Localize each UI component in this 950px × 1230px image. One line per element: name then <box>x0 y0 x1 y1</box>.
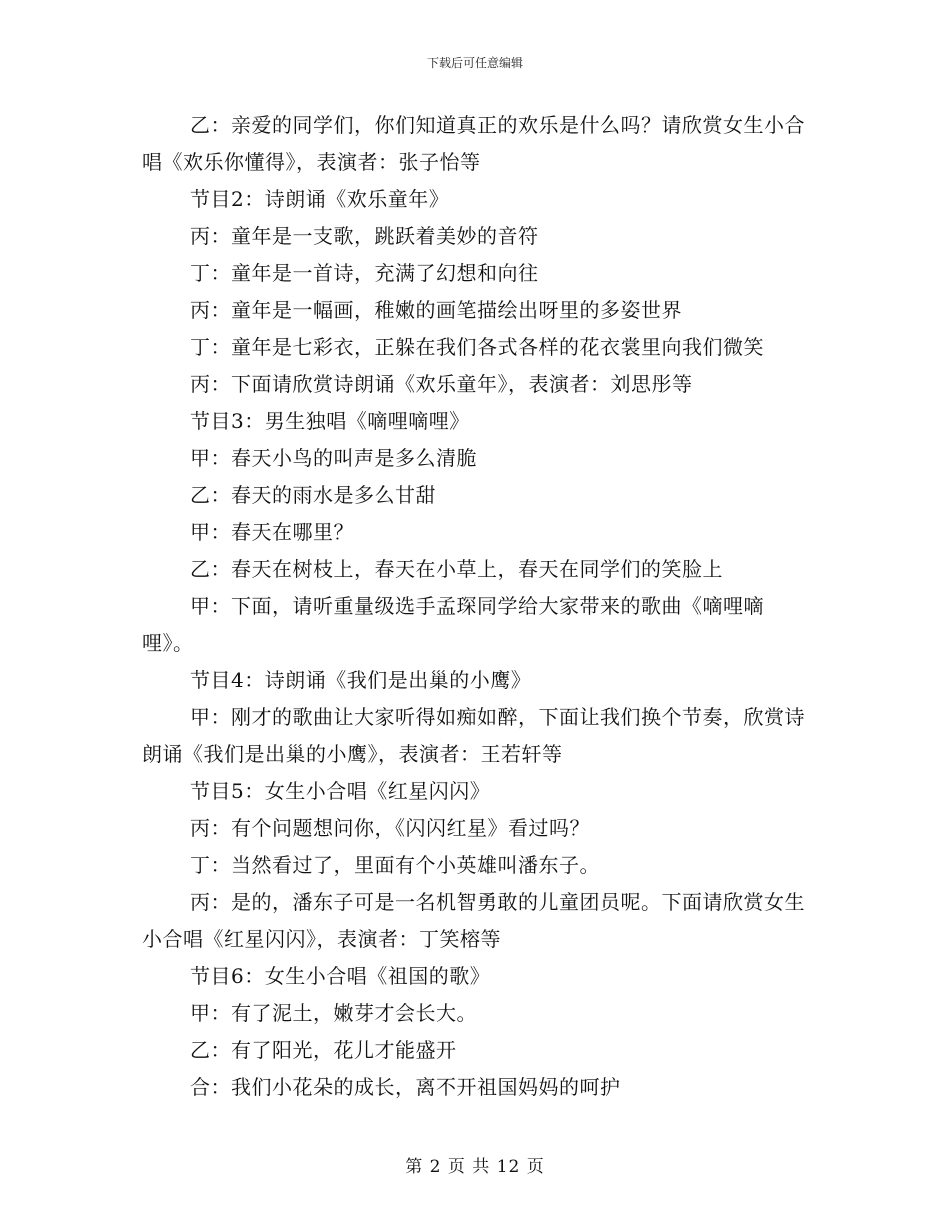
paragraph: 丙：童年是一幅画，稚嫩的画笔描绘出呀里的多姿世界 <box>190 298 682 322</box>
paragraph: 丁：童年是一首诗，充满了幻想和向往 <box>190 261 539 285</box>
paragraph: 丁：当然看过了，里面有个小英雄叫潘东子。 <box>190 853 600 877</box>
paragraph: 丁：童年是七彩衣，正躲在我们各式各样的花衣裳里向我们微笑 <box>190 335 764 359</box>
paragraph: 合：我们小花朵的成长，离不开祖国妈妈的呵护 <box>190 1075 621 1099</box>
paragraph: 甲：春天小鸟的叫声是多么清脆 <box>190 446 477 470</box>
paragraph: 甲：春天在哪里？ <box>190 520 354 544</box>
paragraph: 乙：春天在树枝上，春天在小草上，春天在同学们的笑脸上 <box>190 557 723 581</box>
paragraph: 丙：是的，潘东子可是一名机智勇敢的儿童团员呢。下面请欣赏女生小合唱《红星闪闪》，表演者：丁笑榕等 <box>142 890 805 951</box>
paragraph: 乙：春天的雨水是多么甘甜 <box>190 483 436 507</box>
paragraph: 丙：下面请欣赏诗朗诵《欢乐童年》，表演者：刘思彤等 <box>190 372 693 396</box>
paragraph: 节目6：女生小合唱《祖国的歌》 <box>190 964 491 988</box>
page-header: 下载后可任意编辑 <box>426 56 523 70</box>
document-body <box>142 107 807 1106</box>
paragraph: 节目5：女生小合唱《红星闪闪》 <box>190 779 491 803</box>
page-footer: 第 2 页 共 12 页 <box>405 1157 545 1177</box>
paragraph: 乙：亲爱的同学们，你们知道真正的欢乐是什么吗？请欣赏女生小合唱《欢乐你懂得》，表演者：张子怡等 <box>142 113 805 174</box>
paragraph: 甲：下面，请听重量级选手孟琛同学给大家带来的歌曲《嘀哩嘀哩》。 <box>142 594 764 655</box>
paragraph: 丙：有个问题想问你，《闪闪红星》看过吗？ <box>190 816 590 840</box>
paragraph: 节目2：诗朗诵《欢乐童年》 <box>190 187 450 211</box>
paragraph: 节目3：男生独唱《嘀哩嘀哩》 <box>190 409 470 433</box>
paragraph: 甲：刚才的歌曲让大家听得如痴如醉，下面让我们换个节奏，欣赏诗朗诵《我们是出巢的小鹰》，表演者：王若轩等 <box>142 705 805 766</box>
paragraph: 甲：有了泥土，嫩芽才会长大。 <box>190 1001 477 1025</box>
paragraph: 乙：有了阳光，花儿才能盛开 <box>190 1038 457 1062</box>
paragraph: 节目4：诗朗诵《我们是出巢的小鹰》 <box>190 668 532 692</box>
paragraph: 丙：童年是一支歌，跳跃着美妙的音符 <box>190 224 539 248</box>
